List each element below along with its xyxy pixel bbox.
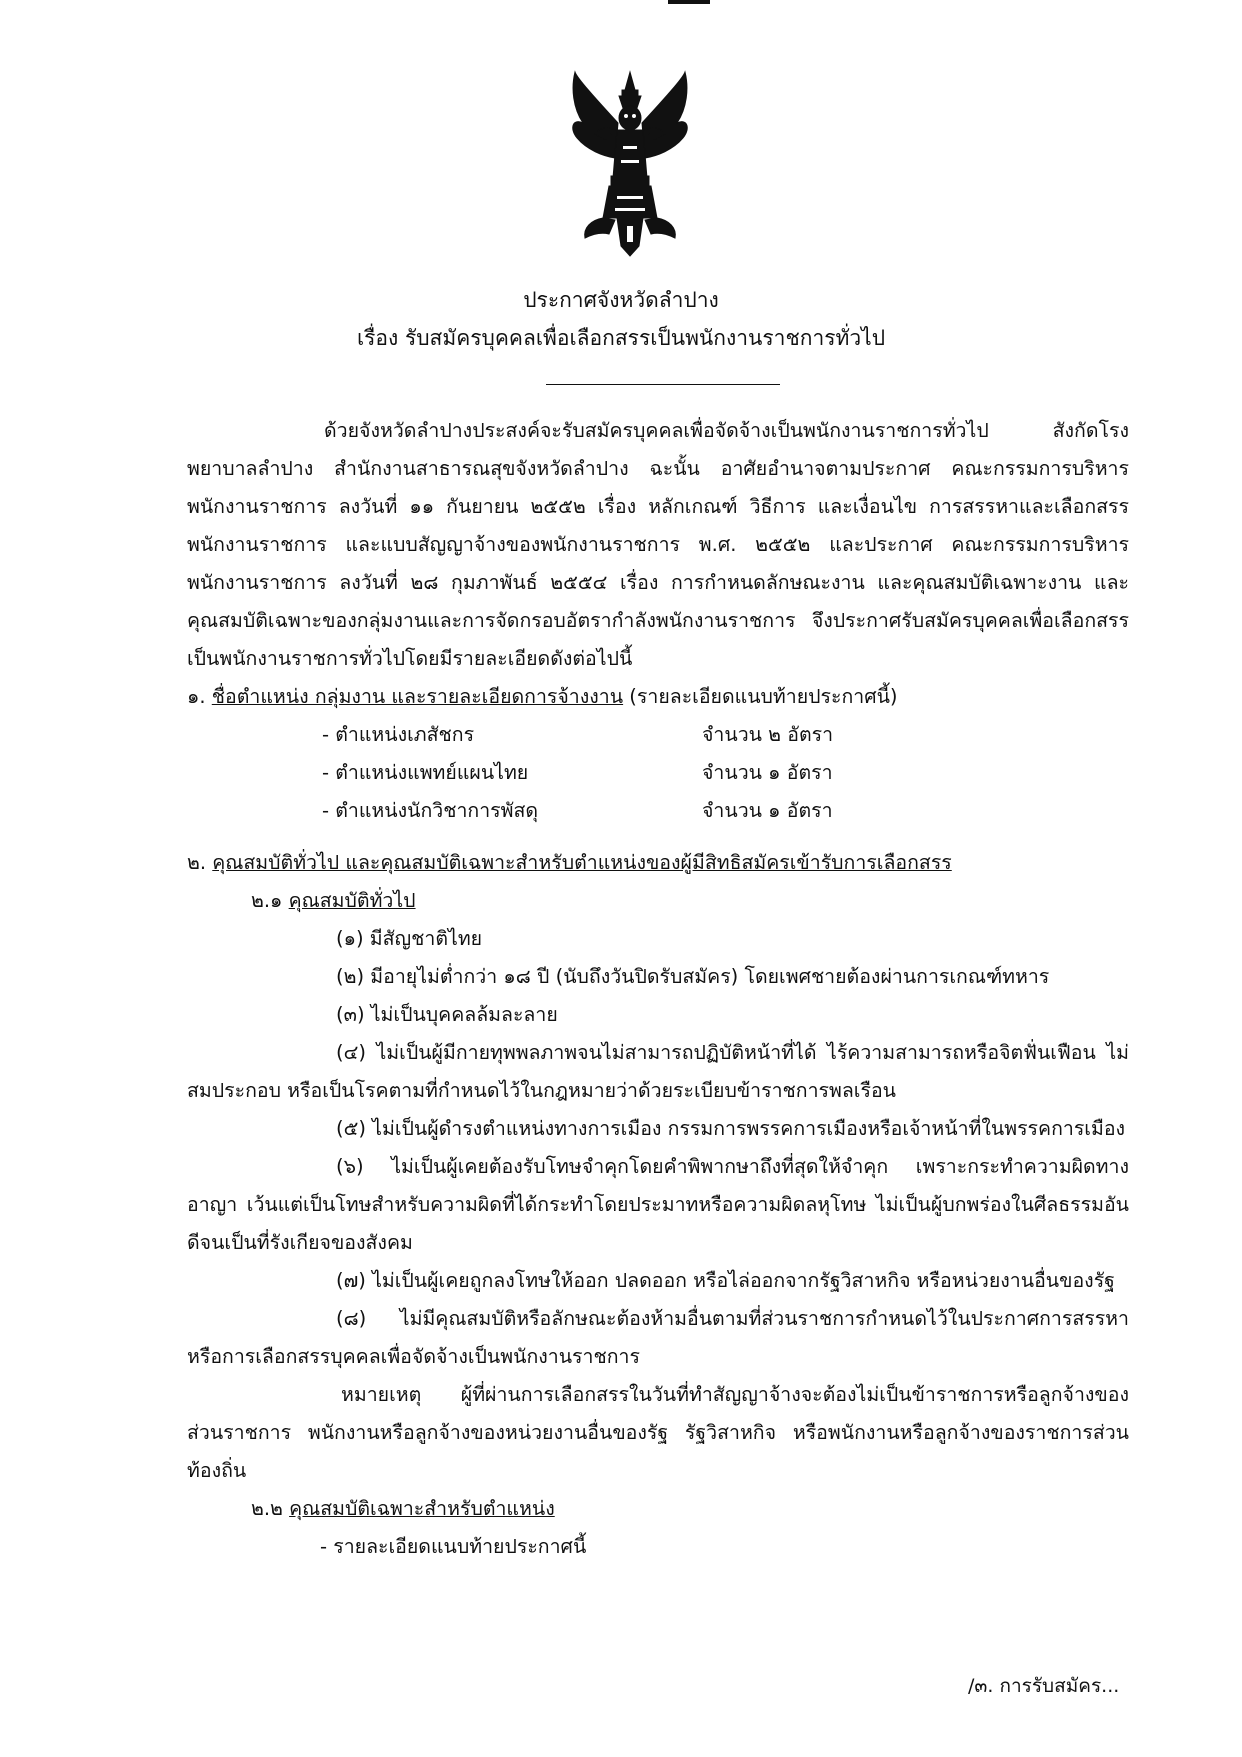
remark-paragraph: [187, 1376, 1129, 1490]
position-name: - ตำแหน่งนักวิชาการพัสดุ: [322, 799, 539, 822]
qualification-item: (๔) ไม่เป็นผู้มีกายทุพพลภาพจนไม่สามารถปฏิบัติหน้าที่ได้ ไร้ความสามารถหรือจิตฟั่นเฟือน ไม่สมประกอบ หรือเป็นโรคตามที่กำหนดไว้ในกฎหมายว่าด้วยระเบียบข้าราชการพลเรือน: [187, 1041, 1129, 1102]
position-count: จำนวน ๑ อัตรา: [702, 799, 833, 822]
position-name: - ตำแหน่งแพทย์แผนไทย: [322, 761, 529, 784]
continuation-note: /๓. การรับสมัคร...: [968, 1675, 1120, 1697]
qualification-item: (๑) มีสัญชาติไทย: [336, 927, 483, 950]
spacer: [187, 830, 1129, 844]
garuda-emblem-icon: [565, 68, 695, 258]
position-list: [187, 716, 1129, 830]
list-item: [187, 716, 1129, 754]
remark-text: ผู้ที่ผ่านการเลือกสรรในวันที่ทำสัญญาจ้างจะต้องไม่เป็นข้าราชการหรือลูกจ้างของส่วนราชการ พนักงานหรือลูกจ้างของหน่วยงานอื่นของรัฐ รัฐวิสาหกิจ หรือพนักงานหรือลูกจ้างของราชการส่วนท้องถิ่น: [187, 1383, 1129, 1482]
section-1-number: ๑.: [187, 685, 212, 708]
remark-label: หมายเหตุ: [341, 1383, 422, 1406]
section-2-heading: [187, 844, 1129, 882]
list-item: [187, 754, 1129, 792]
subsection-2-2-detail: - รายละเอียดแนบท้ายประกาศนี้: [320, 1535, 587, 1558]
section-1-heading: [187, 678, 1129, 716]
subsection-2-2-number: ๒.๒: [251, 1497, 290, 1520]
intro-paragraph: ด้วยจังหวัดลำปางประสงค์จะรับสมัครบุคคลเพื่อจัดจ้างเป็นพนักงานราชการทั่วไป สังกัดโรงพยาบาลลำปาง สำนักงานสาธารณสุขจังหวัดลำปาง ฉะนั้น อาศัยอำนาจตามประกาศ คณะกรรมการบริหารพนักงานราชการ ลงวันที่ ๑๑ กันยายน ๒๕๕๒ เรื่อง หลักเกณฑ์ วิธีการ และเงื่อนไข การสรรหาและเลือกสรรพนักงานราชการ และแบบสัญญาจ้างของพนักงานราชการ พ.ศ. ๒๕๕๒ และประกาศ คณะกรรมการบริหารพนักงานราชการ ลงวันที่ ๒๘ กุมภาพันธ์ ๒๕๕๔ เรื่อง การกำหนดลักษณะงาน และคุณสมบัติเฉพาะงาน และคุณสมบัติเฉพาะของกลุ่มงานและการจัดกรอบอัตรากำลังพนักงานราชการ จึงประกาศรับสมัครบุคคลเพื่อเลือกสรรเป็นพนักงานราชการทั่วไปโดยมีรายละเอียดดังต่อไปนี้: [187, 419, 1129, 670]
subsection-2-2-title: คุณสมบัติเฉพาะสำหรับตำแหน่ง: [289, 1497, 555, 1520]
issuer-heading: ประกาศจังหวัดลำปาง: [523, 288, 719, 312]
qualification-item: (๖) ไม่เป็นผู้เคยต้องรับโทษจำคุกโดยคำพิพากษาถึงที่สุดให้จำคุก เพราะกระทำความผิดทางอาญา เว้นแต่เป็นโทษสำหรับความผิดที่ได้กระทำโดยประมาทหรือความผิดลหุโทษ ไม่เป็นผู้บกพร่องในศีลธรรมอันดีจนเป็นที่รังเกียจของสังคม: [187, 1155, 1129, 1254]
position-count: จำนวน ๒ อัตรา: [702, 723, 834, 746]
section-1-note: (รายละเอียดแนบท้ายประกาศนี้): [623, 685, 898, 708]
section-1-title: ชื่อตำแหน่ง กลุ่มงาน และรายละเอียดการจ้างงาน: [211, 685, 624, 708]
position-name: - ตำแหน่งเภสัชกร: [322, 723, 475, 746]
title-divider: [546, 384, 780, 385]
subsection-2-1-number: ๒.๑: [251, 889, 289, 912]
scan-mark: [668, 0, 710, 4]
section-2-number: ๒.: [187, 851, 213, 874]
qualification-item: (๒) มีอายุไม่ต่ำกว่า ๑๘ ปี (นับถึงวันปิดรับสมัคร) โดยเพศชายต้องผ่านการเกณฑ์ทหาร: [336, 965, 1050, 988]
qualification-item: (๗) ไม่เป็นผู้เคยถูกลงโทษให้ออก ปลดออก หรือไล่ออกจากรัฐวิสาหกิจ หรือหน่วยงานอื่นของรัฐ: [336, 1269, 1115, 1292]
subsection-2-1-title: คุณสมบัติทั่วไป: [288, 889, 416, 912]
qualification-item: (๘) ไม่มีคุณสมบัติหรือลักษณะต้องห้ามอื่นตามที่ส่วนราชการกำหนดไว้ในประกาศการสรรหา หรือการเลือกสรรบุคคลเพื่อจัดจ้างเป็นพนักงานราชการ: [187, 1307, 1129, 1368]
qualification-item: (๓) ไม่เป็นบุคคลล้มละลาย: [336, 1003, 558, 1026]
subject-heading: เรื่อง รับสมัครบุคคลเพื่อเลือกสรรเป็นพนักงานราชการทั่วไป: [356, 326, 886, 350]
subsection-2-2-heading: [251, 1490, 1129, 1528]
section-2-title: คุณสมบัติทั่วไป และคุณสมบัติเฉพาะสำหรับตำแหน่งของผู้มีสิทธิสมัครเข้ารับการเลือกสรร: [212, 851, 952, 874]
position-count: จำนวน ๑ อัตรา: [702, 761, 833, 784]
announcement-title: [0, 281, 1242, 357]
qualification-item: (๕) ไม่เป็นผู้ดำรงตำแหน่งทางการเมือง กรรมการพรรคการเมืองหรือเจ้าหน้าที่ในพรรคการเมือง: [336, 1117, 1126, 1140]
announcement-body: [187, 412, 1129, 1566]
list-item: [187, 792, 1129, 830]
subsection-2-1-heading: [251, 882, 1129, 920]
